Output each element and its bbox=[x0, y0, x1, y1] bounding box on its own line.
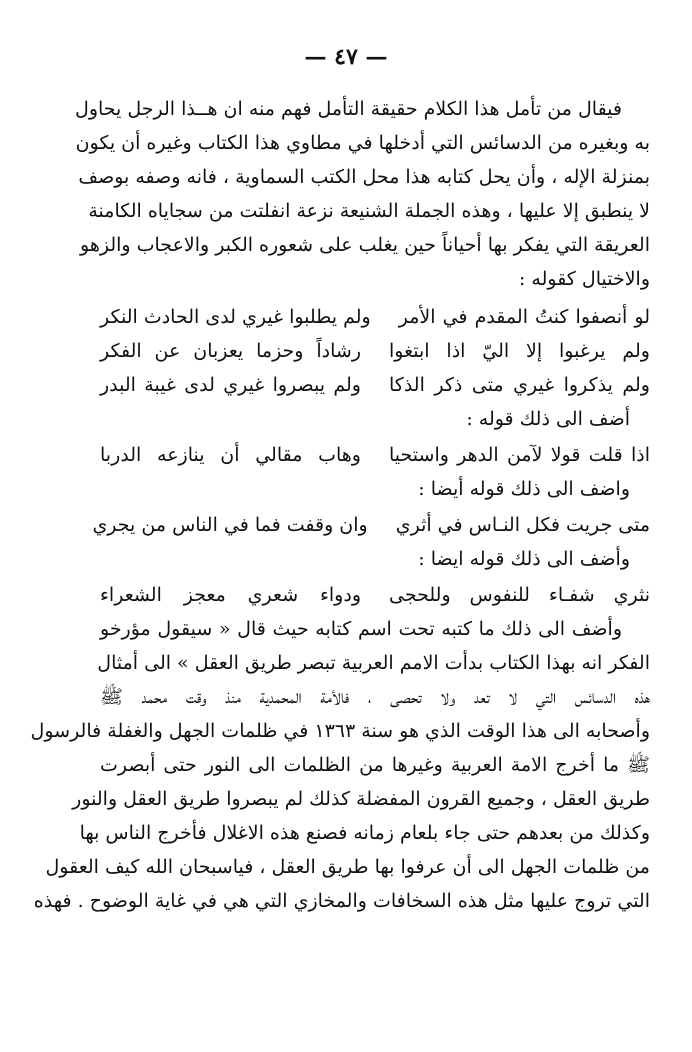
paragraph-1 bbox=[75, 92, 650, 296]
text-line: العريقة التي يفكر بها أحياناً حين يغلب على شعوره الكبر والاعجاب والزهو bbox=[80, 234, 650, 256]
page-body bbox=[30, 92, 650, 918]
text-line: به وبغيره من الدسائس التي أدخلها في مطاوي هذا الكتاب وغيره أن يكون bbox=[75, 132, 650, 154]
verse-second-hemistich: رشاداً وحزما يعزبان عن الفكر bbox=[100, 340, 361, 362]
verse-first-hemistich: ولم يذكروا غيري متى ذكر الذكا bbox=[389, 374, 650, 396]
text-line: التي تروج عليها مثل هذه السخافات والمخازي التي هي في غاية الوضوح . فهذه bbox=[33, 890, 650, 912]
verse-first-hemistich: نثري شفـاء للنفوس وللحجى bbox=[389, 584, 650, 606]
verse-first-hemistich: لو أنصفوا كنتُ المقدم في الأمر bbox=[398, 306, 650, 328]
text-line: هذه الدسائس التي لا تعد ولا تحصى ، فالأمة المحمدية منذ وقت محمد ﷺ bbox=[100, 686, 650, 708]
verse-second-hemistich: وهاب مقالي أن ينازعه الدربا bbox=[100, 444, 361, 466]
text-line: وأصحابه الى هذا الوقت الذي هو سنة ١٣٦٣ في ظلمات الجهل والغفلة فالرسول bbox=[30, 720, 650, 742]
verse-line bbox=[100, 578, 650, 612]
verse-line bbox=[100, 334, 650, 368]
verse-second-hemistich: ودواء شعري معجز الشعراء bbox=[100, 584, 361, 606]
text-line: من ظلمات الجهل الى أن عرفوا بها طريق العقل ، فياسبحان الله كيف العقول bbox=[45, 856, 650, 878]
page-number: — ٤٧ — bbox=[304, 44, 388, 70]
paragraph-2 bbox=[30, 612, 650, 918]
text-line: الفكر انه بهذا الكتاب بدأت الامم العربية تبصر طريق العقل » الى أمثال bbox=[97, 652, 650, 674]
verse-line bbox=[100, 368, 650, 402]
text-line: وأضف الى ذلك ما كتبه تحت اسم كتابه حيث قال « سيقول مؤرخو bbox=[100, 618, 622, 640]
intro-line: وأضف الى ذلك قوله ايضا : bbox=[418, 548, 630, 570]
verse-first-hemistich: متى جريت فكل النـاس في أثري bbox=[395, 514, 650, 536]
poem-verses-1 bbox=[100, 300, 650, 402]
verse-first-hemistich: ولم يرغبوا إلا اليّ اذا ابتغوا bbox=[389, 340, 650, 362]
intro-line: واضف الى ذلك قوله أيضا : bbox=[418, 478, 630, 500]
text-line: فيقال من تأمل هذا الكلام حقيقة التأمل فهم منه ان هــذا الرجل يحاول bbox=[75, 98, 622, 120]
verse-second-hemistich: ولم يبصروا غيري لدى غيبة البدر bbox=[100, 374, 361, 396]
text-line: بمنزلة الإله ، وأن يحل كتابه هذا محل الكتب السماوية ، فانه وصفه بوصف bbox=[78, 166, 650, 188]
text-line: والاختيال كقوله : bbox=[518, 268, 650, 290]
text-line: لا ينطبق إلا عليها ، وهذه الجملة الشنيعة نزعة انفلتت من سجاياه الكامنة bbox=[88, 200, 650, 222]
verse-second-hemistich: ولم يطلبوا غيري لدى الحادث النكر bbox=[100, 306, 371, 328]
verse-line bbox=[100, 300, 650, 334]
text-line: وكذلك من بعدهم حتى جاء بلعام زمانه فصنع هذه الاغلال فأخرج الناس بها bbox=[79, 822, 650, 844]
verse-first-hemistich: اذا قلت قولا لآمن الدهر واستحيا bbox=[389, 444, 650, 466]
verse-line bbox=[92, 508, 650, 542]
verse-second-hemistich: وان وقفت فما في الناس من يجري bbox=[92, 514, 368, 536]
intro-line: أضف الى ذلك قوله : bbox=[466, 408, 630, 430]
text-line: طريق العقل ، وجميع القرون المفضلة كذلك لم يبصروا طريق العقل والنور bbox=[72, 788, 650, 810]
verse-line bbox=[100, 438, 650, 472]
text-line: ﷺ ما أخرج الامة العربية وغيرها من الظلمات الى النور حتى أبصرت bbox=[100, 754, 650, 776]
